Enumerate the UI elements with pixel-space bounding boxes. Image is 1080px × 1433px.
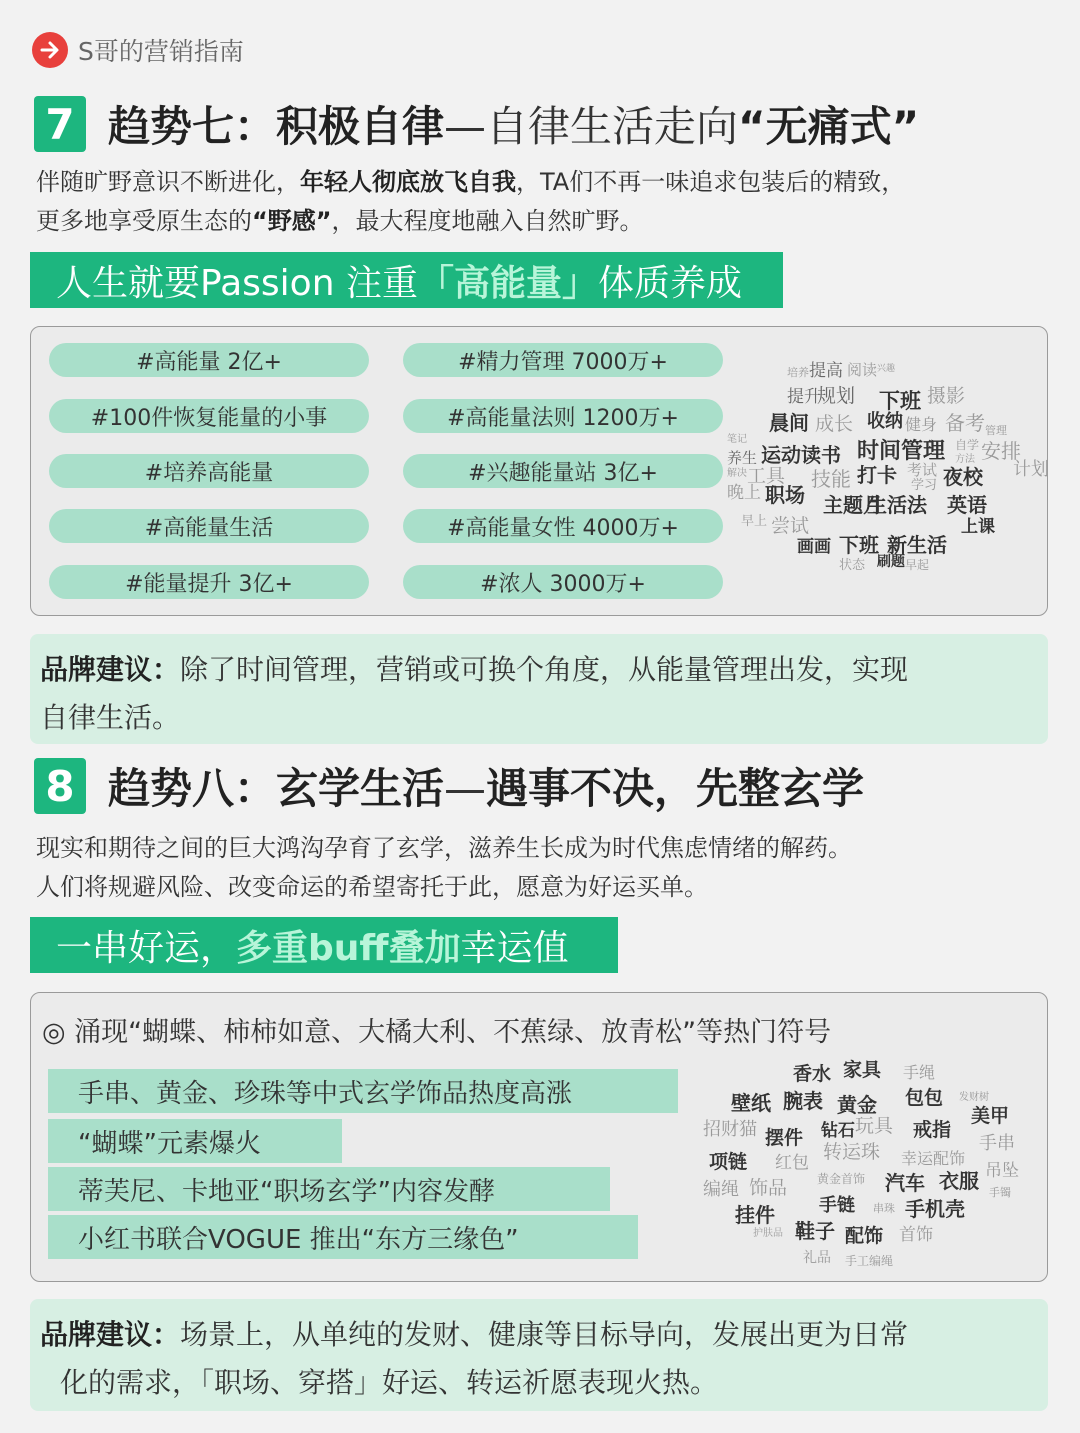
word-cloud-word: 方法 bbox=[955, 454, 975, 465]
trend8-title: 趋势八：玄学生活—遇事不决，先整玄学 bbox=[108, 764, 865, 813]
word-cloud-word: 香水 bbox=[793, 1063, 832, 1085]
word-cloud-word: 早上 bbox=[741, 514, 768, 529]
word-cloud-word: 兴趣 bbox=[877, 364, 896, 374]
topic-tag[interactable]: #高能量法则 1200万+ bbox=[403, 399, 723, 433]
word-cloud-word: 红包 bbox=[775, 1153, 809, 1173]
trend8-brand-advice: 品牌建议：场景上，从单纯的发财、健康等目标导向，发展出更为日常 化的需求，「职场、穿搭」好运、转运祈愿表现火热。 bbox=[30, 1299, 1048, 1411]
trend7-banner: 人生就要Passion 注重 「高能量」 体质养成 bbox=[30, 252, 783, 308]
word-cloud-word: 技能 bbox=[811, 467, 851, 491]
topic-tag[interactable]: #精力管理 7000万+ bbox=[403, 343, 723, 377]
word-cloud-word: 手工编绳 bbox=[845, 1254, 894, 1268]
topic-tag[interactable]: #100件恢复能量的小事 bbox=[49, 399, 369, 433]
word-cloud-word: 招财猫 bbox=[703, 1119, 757, 1140]
trend8-point-bar: 手串、黄金、珍珠等中式玄学饰品热度高涨 bbox=[48, 1069, 678, 1113]
word-cloud-word: 时间管理 bbox=[857, 439, 946, 464]
word-cloud-word: 计划 bbox=[1013, 459, 1049, 480]
word-cloud-word: 提升 bbox=[787, 387, 821, 407]
word-cloud-word: 解决 bbox=[727, 468, 747, 479]
topic-tag[interactable]: #兴趣能量站 3亿+ bbox=[403, 454, 723, 488]
lucky-items-word-cloud bbox=[703, 1061, 1033, 1271]
word-cloud-word: 戒指 bbox=[913, 1119, 952, 1141]
trend7-title: 趋势七：积极自律—自律生活走向“无痛式” bbox=[108, 102, 920, 151]
word-cloud-word: 读书 bbox=[801, 443, 841, 467]
word-cloud-word: 礼品 bbox=[803, 1250, 831, 1266]
word-cloud-word: 手链 bbox=[819, 1195, 855, 1216]
word-cloud-word: 玩具 bbox=[855, 1115, 894, 1137]
word-cloud-word: 吊坠 bbox=[985, 1161, 1019, 1181]
word-cloud-word: 下班 bbox=[839, 533, 879, 557]
trend8-intro: 现实和期待之间的巨大鸿沟孕育了玄学，滋养生长成为时代焦虑情绪的解药。 人们将规避风险、改变命运的希望寄托于此，愿意为好运买单。 bbox=[36, 834, 852, 901]
word-cloud-word: 画画 bbox=[797, 537, 831, 557]
word-cloud-word: 健身 bbox=[905, 415, 938, 434]
word-cloud-word: 手机壳 bbox=[905, 1197, 965, 1221]
word-cloud-word: 配饰 bbox=[845, 1225, 884, 1247]
topic-tag[interactable]: #高能量女性 4000万+ bbox=[403, 509, 723, 543]
word-cloud-word: 家具 bbox=[843, 1059, 882, 1081]
word-cloud-word: 成长 bbox=[815, 413, 854, 435]
word-cloud-word: 衣服 bbox=[939, 1169, 979, 1193]
word-cloud-word: 转运珠 bbox=[823, 1141, 881, 1163]
word-cloud-word: 幸运配饰 bbox=[901, 1149, 966, 1168]
trend8-number-badge: 8 bbox=[34, 758, 86, 814]
word-cloud-word: 英语 bbox=[947, 493, 987, 517]
word-cloud-word: 阅读 bbox=[847, 361, 878, 379]
word-cloud-word: 上课 bbox=[961, 517, 995, 537]
word-cloud-word: 主题月 bbox=[823, 493, 883, 517]
word-cloud-word: 下班 bbox=[879, 389, 921, 413]
word-cloud-word: 生活法 bbox=[867, 493, 927, 517]
word-cloud-word: 摄影 bbox=[927, 385, 966, 407]
word-cloud-word: 新生活 bbox=[887, 533, 947, 557]
word-cloud-word: 发财树 bbox=[959, 1092, 989, 1103]
account-header bbox=[32, 30, 244, 70]
trend7-brand-advice: 品牌建议：除了时间管理，营销或可换个角度，从能量管理出发，实现 自律生活。 bbox=[30, 634, 1048, 744]
word-cloud-word: 汽车 bbox=[885, 1171, 925, 1195]
topic-tag[interactable]: #培养高能量 bbox=[49, 454, 369, 488]
word-cloud-word: 早起 bbox=[905, 558, 930, 572]
self-discipline-word-cloud bbox=[727, 361, 1049, 577]
word-cloud-word: 运动 bbox=[761, 443, 801, 467]
account-name: S哥的营销指南 bbox=[78, 37, 244, 66]
topic-tag[interactable]: #能量提升 3亿+ bbox=[49, 565, 369, 599]
word-cloud-word: 包包 bbox=[905, 1087, 944, 1109]
trend7-number-badge: 7 bbox=[34, 96, 86, 152]
word-cloud-word: 打卡 bbox=[857, 463, 897, 487]
word-cloud-word: 美甲 bbox=[971, 1105, 1010, 1127]
hot-symbols-line: ◎ 涌现“蝴蝶、柿柿如意、大橘大利、不蕉绿、放青松”等热门符号 bbox=[42, 1017, 832, 1048]
word-cloud-word: 晚上 bbox=[727, 483, 761, 503]
word-cloud-word: 项链 bbox=[709, 1151, 748, 1173]
word-cloud-word: 手绳 bbox=[903, 1063, 936, 1082]
word-cloud-word: 收纳 bbox=[867, 411, 903, 432]
word-cloud-word: 钻石 bbox=[821, 1121, 855, 1141]
topic-tag[interactable]: #高能量生活 bbox=[49, 509, 369, 543]
word-cloud-word: 提高 bbox=[809, 361, 843, 381]
trend8-heading bbox=[34, 754, 864, 818]
word-cloud-word: 备考 bbox=[945, 411, 985, 435]
word-cloud-word: 职场 bbox=[765, 483, 805, 507]
word-cloud-word: 手镯 bbox=[989, 1186, 1011, 1199]
word-cloud-word: 手串 bbox=[979, 1133, 1015, 1154]
word-cloud-word: 摆件 bbox=[765, 1127, 804, 1149]
word-cloud-word: 鞋子 bbox=[795, 1219, 835, 1243]
word-cloud-word: 夜校 bbox=[943, 465, 983, 489]
arrow-right-icon[interactable] bbox=[32, 32, 68, 68]
word-cloud-word: 饰品 bbox=[749, 1177, 788, 1199]
word-cloud-word: 黄金首饰 bbox=[817, 1172, 866, 1186]
word-cloud-word: 管理 bbox=[985, 424, 1007, 437]
word-cloud-word: 培养 bbox=[787, 366, 809, 379]
word-cloud-word: 工具 bbox=[747, 465, 786, 487]
word-cloud-word: 腕表 bbox=[783, 1089, 823, 1113]
word-cloud-word: 晨间 bbox=[769, 411, 809, 435]
word-cloud-word: 考试 bbox=[907, 461, 938, 479]
word-cloud-word: 黄金 bbox=[837, 1093, 877, 1117]
word-cloud-word: 学习 bbox=[911, 478, 938, 493]
trend8-point-bar: 小红书联合VOGUE 推出“东方三缘色” bbox=[48, 1215, 638, 1259]
word-cloud-word: 编绳 bbox=[703, 1179, 739, 1200]
word-cloud-word: 规划 bbox=[817, 385, 856, 407]
word-cloud-word: 壁纸 bbox=[731, 1091, 771, 1115]
word-cloud-word: 安排 bbox=[981, 439, 1021, 463]
word-cloud-word: 首饰 bbox=[899, 1225, 933, 1245]
word-cloud-word: 笔记 bbox=[727, 434, 747, 445]
topic-tag[interactable]: #浓人 3000万+ bbox=[403, 565, 723, 599]
word-cloud-word: 护肤品 bbox=[753, 1228, 783, 1239]
trend7-topics-panel bbox=[30, 326, 1048, 616]
word-cloud-word: 自学 bbox=[955, 438, 980, 452]
word-cloud-word: 串珠 bbox=[873, 1202, 895, 1215]
topic-tag[interactable]: #高能量 2亿+ bbox=[49, 343, 369, 377]
trend7-heading bbox=[34, 92, 919, 156]
word-cloud-word: 养生 bbox=[727, 449, 758, 467]
word-cloud-word: 尝试 bbox=[771, 515, 810, 537]
trend7-intro: 伴随旷野意识不断进化，年轻人彻底放飞自我，TA们不再一味追求包装后的精致， 更多地享受原生态的“野感”，最大程度地融入自然旷野。 bbox=[36, 168, 906, 235]
trend8-point-bar: “蝴蝶”元素爆火 bbox=[48, 1119, 342, 1163]
word-cloud-word: 状态 bbox=[839, 558, 866, 573]
word-cloud-word: 挂件 bbox=[735, 1203, 775, 1227]
word-cloud-word: 刷题 bbox=[877, 554, 905, 570]
trend8-point-bar: 蒂芙尼、卡地亚“职场玄学”内容发酵 bbox=[48, 1167, 610, 1211]
trend8-banner: 一串好运， 多重buff叠加 幸运值 bbox=[30, 917, 618, 973]
